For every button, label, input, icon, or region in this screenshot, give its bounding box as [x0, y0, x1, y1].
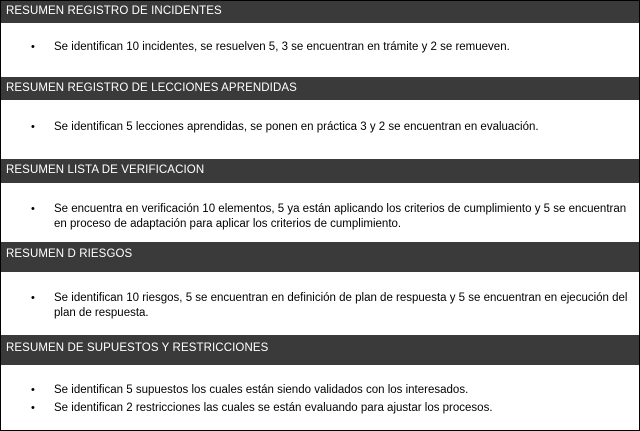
bullet-icon: • — [31, 203, 35, 215]
section-header-lecciones: RESUMEN REGISTRO DE LECCIONES APRENDIDAS — [1, 77, 639, 100]
list-item-text: Se identifican 5 lecciones aprendidas, se ponen en práctica 3 y 2 se encuentran en evaluación. — [54, 121, 539, 133]
section-body-lecciones — [1, 100, 639, 159]
bullet-icon: • — [31, 121, 35, 133]
section-header-riesgos: RESUMEN D RIESGOS — [1, 242, 639, 272]
section-header-verificacion: RESUMEN LISTA DE VERIFICACION — [1, 159, 639, 183]
bullet-icon: • — [31, 384, 35, 396]
list-item-text: Se identifican 10 incidentes, se resuelven 5, 3 se encuentran en trámite y 2 se remueven. — [54, 41, 510, 53]
list-item-text: Se identifican 10 riesgos, 5 se encuentran en definición de plan de respuesta y 5 se encuentran en ejecución del plan de respuesta. — [54, 292, 628, 319]
bullet-icon: • — [31, 41, 35, 53]
list-item — [31, 40, 631, 55]
bullet-icon: • — [31, 402, 35, 414]
list-item — [31, 401, 631, 416]
section-header-supuestos: RESUMEN DE SUPUESTOS Y RESTRICCIONES — [1, 335, 639, 365]
section-header-incidentes: RESUMEN REGISTRO DE INCIDENTES — [1, 1, 639, 23]
section-body-supuestos — [1, 365, 639, 430]
list-item-text: Se identifican 5 supuestos los cuales están siendo validados con los interesados. — [54, 384, 469, 396]
list-item-text: Se encuentra en verificación 10 elementos, 5 ya están aplicando los criterios de cumplimiento y 5 se encuentran en proceso de adaptación para aplicar los criterios de cumplimiento. — [54, 203, 627, 230]
list-item — [31, 202, 631, 232]
section-body-incidentes — [1, 23, 639, 76]
list-item-text: Se identifican 2 restricciones las cuales se están evaluando para ajustar los procesos. — [54, 402, 493, 414]
list-item — [31, 383, 631, 398]
list-item — [31, 291, 631, 321]
list-item — [31, 120, 631, 135]
bullet-icon: • — [31, 292, 35, 304]
section-body-riesgos — [1, 272, 639, 334]
section-body-verificacion — [1, 183, 639, 241]
